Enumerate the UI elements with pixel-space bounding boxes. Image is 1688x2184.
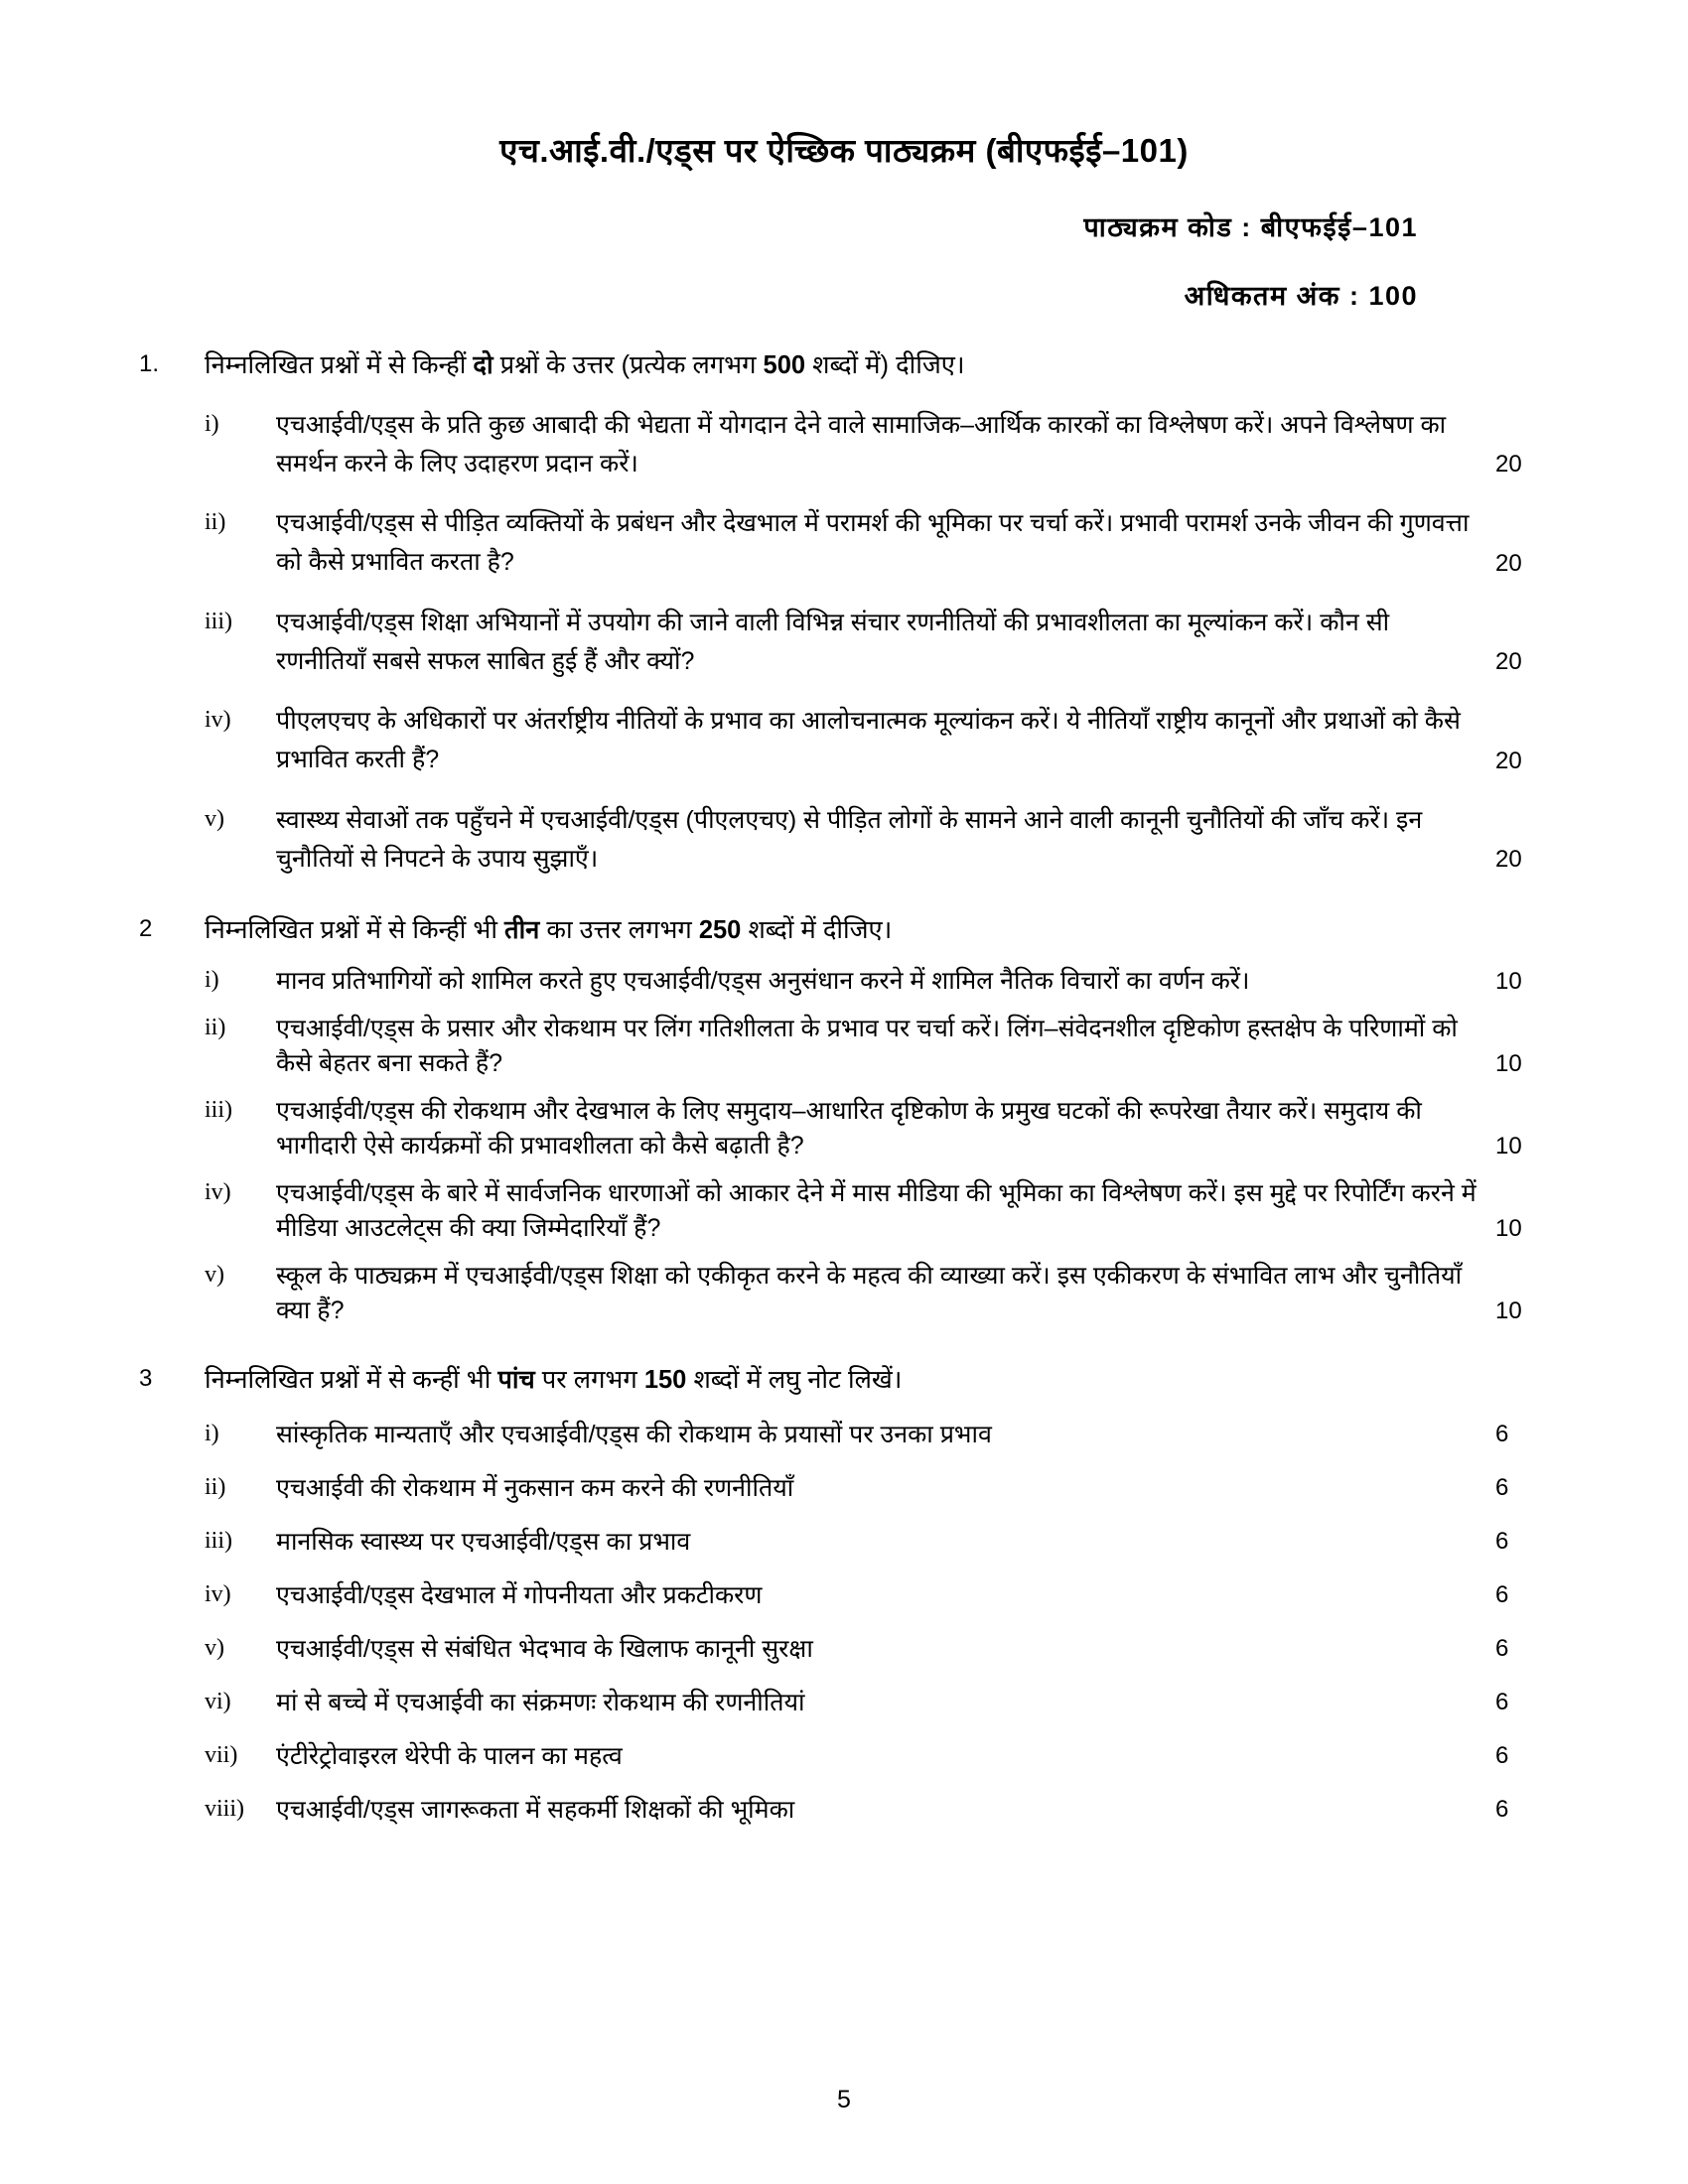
sub-question-marks: 6: [1495, 1742, 1509, 1770]
sub-question-text: स्कूल के पाठ्यक्रम में एचआईवी/एड्स शिक्षा को एकीकृत करने के महत्व की व्याख्या करें। इस एकीकरण के संभावित लाभ और चुनौतियाँ क्या हैं?: [276, 1262, 1463, 1324]
sub-question-marks: 20: [1495, 648, 1522, 676]
question-sections: [139, 346, 1549, 1829]
sub-question-label: v): [205, 1635, 224, 1662]
question-number: 2: [139, 915, 153, 943]
sub-question-label: iii): [205, 1097, 232, 1124]
question-heading: [139, 1361, 1549, 1399]
sub-question-label: iii): [205, 1528, 232, 1555]
sub-question-text: एचआईवी/एड्स से संबंधित भेदभाव के खिलाफ कानूनी सुरक्षा: [276, 1635, 813, 1664]
sub-question-item: [139, 1525, 1549, 1560]
sub-question-marks: 10: [1495, 1049, 1522, 1077]
question-number: 1.: [139, 349, 160, 377]
sub-question-text: एचआईवी/एड्स के प्रति कुछ आबादी की भेद्यता में योगदान देने वाले सामाजिक–आर्थिक कारकों का विश्लेषण करें। अपने विश्लेषण का समर्थन करने के लिए उदाहरण प्रदान करें।: [276, 410, 1447, 478]
instruction-prefix: निम्नलिखित प्रश्नों में से किन्हीं भी: [205, 916, 505, 945]
page-number: 5: [837, 2086, 851, 2114]
question-number: 3: [139, 1365, 153, 1393]
sub-question-marks: 10: [1495, 1132, 1522, 1160]
sub-question-text: पीएलएचए के अधिकारों पर अंतर्राष्ट्रीय नीतियों के प्रभाव का आलोचनात्मक मूल्यांकन करें। ये नीतियाँ राष्ट्रीय कानूनों और प्रथाओं को कैसे प्रभावित करती हैं?: [276, 707, 1461, 774]
sub-question-marks: 10: [1495, 967, 1522, 995]
sub-question-item: [139, 1632, 1549, 1667]
sub-question-text: एंटीरेट्रोवाइरल थेरेपी के पालन का महत्व: [276, 1742, 623, 1771]
sub-question-text: एचआईवी/एड्स जागरूकता में सहकर्मी शिक्षकों की भूमिका: [276, 1796, 795, 1825]
sub-question-item: [139, 964, 1549, 999]
sub-question-text: मानसिक स्वास्थ्य पर एचआईवी/एड्स का प्रभाव: [276, 1528, 691, 1557]
sub-question-item: [139, 406, 1549, 483]
sub-question-text: मानव प्रतिभागियों को शामिल करते हुए एचआईवी/एड्स अनुसंधान करने में शामिल नैतिक विचारों का वर्णन करें।: [276, 966, 1250, 995]
sub-question-marks: 20: [1495, 747, 1522, 774]
instruction-count-word: दो: [473, 350, 493, 379]
instruction-suffix: शब्दों में दीजिए।: [741, 916, 893, 945]
sub-question-label: iv): [205, 1179, 231, 1206]
sub-question-item: [139, 801, 1549, 879]
sub-question-marks: 6: [1495, 1635, 1509, 1663]
sub-question-label: viii): [205, 1796, 244, 1823]
sub-question-marks: 6: [1495, 1528, 1509, 1556]
sub-question-list: [139, 1418, 1549, 1828]
instruction-prefix: निम्नलिखित प्रश्नों में से किन्हीं: [205, 350, 474, 379]
sub-question-text: एचआईवी की रोकथाम में नुकसान कम करने की रणनीतियाँ: [276, 1474, 794, 1503]
question-instruction: [205, 1361, 1549, 1399]
sub-question-marks: 20: [1495, 846, 1522, 874]
instruction-middle: पर लगभग: [534, 1366, 644, 1395]
sub-question-item: [139, 1259, 1549, 1327]
sub-question-marks: 20: [1495, 549, 1522, 577]
sub-question-item: [139, 1686, 1549, 1720]
sub-question-label: i): [205, 410, 219, 437]
sub-question-marks: 20: [1495, 451, 1522, 478]
sub-question-item: [139, 1578, 1549, 1613]
sub-question-marks: 6: [1495, 1796, 1509, 1824]
question-heading: [139, 911, 1549, 949]
sub-question-marks: 6: [1495, 1421, 1509, 1448]
sub-question-label: v): [205, 1262, 224, 1289]
instruction-count-word: पांच: [497, 1366, 535, 1395]
sub-question-text: एचआईवी/एड्स की रोकथाम और देखभाल के लिए समुदाय–आधारित दृष्टिकोण के प्रमुख घटकों की रूपरेखा तैयार करें। समुदाय की भागीदारी ऐसे कार्यक्रमों की प्रभावशीलता को कैसे बढ़ाती है?: [276, 1097, 1422, 1160]
sub-question-item: [139, 1176, 1549, 1245]
sub-question-label: vii): [205, 1742, 238, 1769]
sub-question-text: सांस्कृतिक मान्यताएँ और एचआईवी/एड्स की रोकथाम के प्रयासों पर उनका प्रभाव: [276, 1421, 992, 1449]
sub-question-item: [139, 1094, 1549, 1162]
course-code-line: पाठ्यक्रम कोड : बीएफईई–101: [1083, 211, 1418, 242]
instruction-middle: प्रश्नों के उत्तर (प्रत्येक लगभग: [492, 350, 764, 379]
instruction-middle: का उत्तर लगभग: [539, 916, 699, 945]
maximum-marks-line: अधिकतम अंक : 100: [1184, 280, 1418, 311]
instruction-word-limit: 500: [763, 350, 806, 379]
sub-question-label: v): [205, 805, 224, 832]
sub-question-item: [139, 1471, 1549, 1506]
sub-question-label: ii): [205, 1015, 226, 1041]
sub-question-text: एचआईवी/एड्स के प्रसार और रोकथाम पर लिंग गतिशीलता के प्रभाव पर चर्चा करें। लिंग–संवेदनशील दृष्टिकोण हस्तक्षेप के परिणामों को कैसे बेहतर बना सकते हैं?: [276, 1015, 1458, 1077]
page-title: एच.आई.वी./एड्स पर ऐच्छिक पाठ्यक्रम (बीएफईई–101): [499, 132, 1189, 169]
question-heading: [139, 346, 1549, 384]
instruction-word-limit: 150: [643, 1366, 687, 1395]
sub-question-label: iii): [205, 608, 232, 634]
sub-question-item: [139, 504, 1549, 582]
sub-question-item: [139, 1012, 1549, 1080]
instruction-count-word: तीन: [504, 916, 540, 945]
sub-question-label: i): [205, 966, 219, 993]
question-instruction: [205, 346, 1549, 384]
sub-question-text: एचआईवी/एड्स के बारे में सार्वजनिक धारणाओं को आकार देने में मास मीडिया की भूमिका का विश्लेषण करें। इस मुद्दे पर रिपोर्टिंग करने में मीडिया आउटलेट्स की क्या जिम्मेदारियाँ हैं?: [276, 1179, 1477, 1242]
sub-question-label: vi): [205, 1689, 231, 1715]
sub-question-marks: 6: [1495, 1474, 1509, 1502]
instruction-word-limit: 250: [698, 916, 742, 945]
question-section: [139, 1361, 1549, 1828]
question-instruction: [205, 911, 1549, 949]
sub-question-marks: 10: [1495, 1214, 1522, 1242]
question-section: [139, 911, 1549, 1327]
sub-question-marks: 6: [1495, 1689, 1509, 1716]
sub-question-item: [139, 702, 1549, 779]
sub-question-label: iv): [205, 1581, 231, 1608]
instruction-suffix: शब्दों में लघु नोट लिखें।: [686, 1366, 903, 1395]
sub-question-label: i): [205, 1421, 219, 1447]
sub-question-text: एचआईवी/एड्स से पीड़ित व्यक्तियों के प्रबंधन और देखभाल में परामर्श की भूमिका पर चर्चा करें। प्रभावी परामर्श उनके जीवन की गुणवत्ता को कैसे प्रभावित करता है?: [276, 509, 1470, 577]
sub-question-item: [139, 1739, 1549, 1774]
sub-question-marks: 6: [1495, 1581, 1509, 1609]
sub-question-text: मां से बच्चे में एचआईवी का संक्रमणः रोकथाम की रणनीतियां: [276, 1689, 805, 1717]
sub-question-text: एचआईवी/एड्स शिक्षा अभियानों में उपयोग की जाने वाली विभिन्न संचार रणनीतियों की प्रभावशीलता का मूल्यांकन करें। कौन सी रणनीतियाँ सबसे सफल साबित हुई हैं और क्यों?: [276, 608, 1390, 675]
sub-question-text: स्वास्थ्य सेवाओं तक पहुँचने में एचआईवी/एड्स (पीएलएचए) से पीड़ित लोगों के सामने आने वाली कानूनी चुनौतियों की जाँच करें। इन चुनौतियों से निपटने के उपाय सुझाएँ।: [276, 805, 1423, 873]
sub-question-list: [139, 964, 1549, 1328]
sub-question-item: [139, 1793, 1549, 1828]
question-section: [139, 346, 1549, 879]
sub-question-label: iv): [205, 707, 231, 734]
sub-question-item: [139, 604, 1549, 681]
sub-question-text: एचआईवी/एड्स देखभाल में गोपनीयता और प्रकटीकरण: [276, 1581, 763, 1610]
instruction-suffix: शब्दों में) दीजिए।: [805, 350, 965, 379]
sub-question-item: [139, 1418, 1549, 1452]
instruction-prefix: निम्नलिखित प्रश्नों में से कन्हीं भी: [205, 1366, 498, 1395]
sub-question-list: [139, 406, 1549, 879]
sub-question-label: ii): [205, 509, 226, 536]
sub-question-label: ii): [205, 1474, 226, 1501]
sub-question-marks: 10: [1495, 1297, 1522, 1324]
